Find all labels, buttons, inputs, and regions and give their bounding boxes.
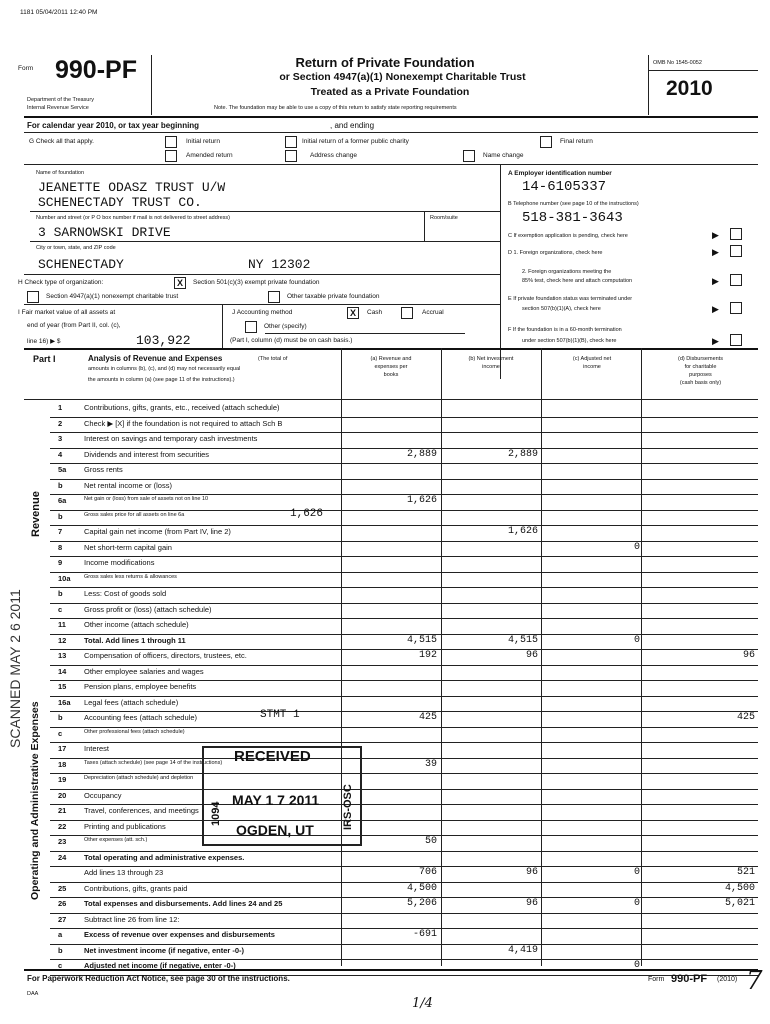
side-label-expenses: Operating and Administrative Expenses [29,701,41,900]
form-prefix: Form [18,65,34,72]
i-label-3: line 16) ▶ $ [27,338,61,345]
h-other-taxable-label: Other taxable private foundation [287,293,380,300]
row-value-a[interactable]: 2,889 [406,448,437,460]
row-number: 22 [58,821,67,831]
phone[interactable]: 518-381-3643 [522,210,623,226]
d1-arrow-icon: ▶ [712,247,719,257]
row-number: 8 [58,542,63,552]
initial-return-former-checkbox[interactable] [285,136,297,148]
h-label: H Check type of organization: [18,279,104,286]
print-timestamp: 1181 05/04/2011 12:40 PM [20,9,98,16]
amended-return-checkbox[interactable] [165,150,177,162]
part-title-rest: (The total of [258,356,288,362]
f-arrow-icon: ▶ [712,336,719,346]
d2-checkbox[interactable] [730,274,742,286]
row-number: 18 [58,759,67,769]
part-title: Analysis of Revenue and Expenses [88,354,223,363]
d2-label-2: 85% test, check here and attach computation [522,278,633,284]
col-c-header-line: income [583,364,601,370]
row-value-c[interactable]: 0 [633,541,640,553]
row-number: c [58,961,63,970]
c-arrow-icon: ▶ [712,230,719,240]
footer-form-prefix: Form [648,976,665,983]
d2-arrow-icon: ▶ [712,276,719,286]
row-number: 12 [58,635,67,645]
name-change-checkbox[interactable] [463,150,475,162]
address-change-checkbox[interactable] [285,150,297,162]
row-value-b[interactable]: 4,515 [507,634,538,646]
form-number: 990-PF [55,56,137,84]
row-label: Capital gain net income (from Part IV, line 2) [84,527,231,536]
row-label: Adjusted net income (if negative, enter -0-) [84,961,236,970]
row-label: Net rental income or (loss) [84,480,172,490]
footer-form-number: 990-PF [671,973,708,985]
row-label: Contributions, gifts, grants paid [84,883,188,893]
row-value-a[interactable]: 4,500 [406,882,437,894]
row-value-d[interactable]: 425 [736,712,755,723]
name-label: Name of foundation [36,170,85,176]
e-label-2: section 507(b)(1)(A), check here [522,306,601,312]
and-ending: , and ending [330,121,375,130]
d2-label-1: 2. Foreign organizations meeting the [522,269,612,275]
row-label: Net short-term capital gain [84,542,172,552]
row-label: Printing and publications [84,821,166,831]
c-label: C If exemption application is pending, check here [508,233,628,239]
row-number: 11 [58,620,66,629]
d1-checkbox[interactable] [730,245,742,257]
form-subtitle2: Treated as a Private Foundation [310,86,470,98]
row-label: Legal fees (attach schedule) [84,697,179,707]
col-d-header-line: for charitable [684,364,717,370]
phone-label: B Telephone number (see page 10 of the instructions) [508,201,639,207]
row-label: Interest [84,744,110,753]
received-stamp-title: RECEIVED [234,748,311,765]
accounting-stmt-ref: STMT 1 [260,709,300,721]
city-label: City or town, state, and ZIP code [36,245,116,251]
col-d-header-line: purposes [689,372,712,378]
note-text: Note. The foundation may be able to use a copy of this return to satisfy state reporting requirements [214,105,457,111]
h-4947-label: Section 4947(a)(1) nonexempt charitable trust [46,293,179,300]
h-other-taxable-checkbox[interactable] [268,291,280,303]
amended-return-label: Amended return [186,152,233,159]
street-label: Number and street (or P O box number if mail is not delivered to street address) [36,215,231,221]
row-label: Total expenses and disbursements. Add lines 24 and 25 [84,899,283,908]
row-label: Other employee salaries and wages [84,666,204,676]
row-label: Dividends and interest from securities [84,449,210,459]
g-label: G Check all that apply. [29,138,94,145]
row-value-a[interactable]: 39 [424,758,437,770]
row-value-b[interactable]: 2,889 [507,448,538,460]
row-label: Net gain or (loss) from sale of assets not on line 10 [84,496,209,502]
initial-return-former-label: Initial return of a former public charity [302,138,409,145]
received-stamp-side-a: 1094 [210,801,222,826]
col-b-header-line: (b) Net investment [468,356,514,362]
row-number: 6a [58,496,67,505]
row-label: Compensation of officers, directors, trustees, etc. [84,651,247,660]
row-value-c[interactable]: 0 [633,898,640,909]
dept-line1: Department of the Treasury [27,97,94,103]
row-value-d[interactable]: 96 [742,650,755,661]
row-value-b[interactable]: 4,419 [507,944,538,956]
row-value-d[interactable]: 4,500 [724,882,755,894]
foundation-name-1[interactable]: JEANETTE ODASZ TRUST U/W [38,180,226,195]
row-number: b [58,480,63,490]
row-value-a[interactable]: 425 [418,712,437,723]
row-value-d[interactable]: 521 [736,867,755,878]
row-value-a[interactable]: -691 [412,929,437,940]
tax-year: 2010 [666,77,713,100]
form-subtitle: or Section 4947(a)(1) Nonexempt Charitable Trust [279,71,526,83]
row-label: Other professional fees (attach schedule) [84,728,185,735]
row-label: Pension plans, employee benefits [84,682,197,691]
form-title: Return of Private Foundation [295,55,475,70]
i-label-1: I Fair market value of all assets at [18,309,116,316]
col-c-header-line: (c) Adjusted net [572,356,612,362]
street-address[interactable]: 3 SARNOWSKI DRIVE [38,225,171,240]
row-label: Occupancy [84,790,122,800]
col-a-header-line: expenses per [374,364,408,370]
row-number: c [58,604,63,614]
col-d-header-line: (d) Disbursements [678,356,723,362]
col-a-header-line: (a) Revenue and [370,356,412,362]
e-label-1: E If private foundation status was terminated under [508,296,633,302]
row-value-b[interactable]: 96 [525,867,538,878]
initial-return-label: Initial return [186,138,220,145]
d1-label: D 1. Foreign organizations, check here [508,250,603,256]
row-number: 24 [58,852,67,862]
row-label: Travel, conferences, and meetings [84,806,199,815]
e-checkbox[interactable] [730,302,742,314]
row-value-b[interactable]: 1,626 [507,526,538,537]
h-501c3-checkbox[interactable]: X [174,277,186,289]
received-stamp-date: MAY 1 7 2011 [232,792,320,808]
row-value-c[interactable]: 0 [633,634,640,646]
accrual-label: Accrual [422,309,444,316]
row-label: Taxes (attach schedule) (see page 14 of the instructions) [84,759,223,766]
dept-line2: Internal Revenue Service [27,105,89,111]
row-number: 25 [58,883,67,893]
row-number: c [58,728,63,738]
initial-return-checkbox[interactable] [165,136,177,148]
row-value-a[interactable]: 706 [418,867,437,878]
omb-number: OMB No 1545-0052 [653,60,702,66]
part-desc-3: the amounts in column (a) (see page 11 of the instructions).) [88,377,235,383]
row-label: Accounting fees (attach schedule) [84,713,197,722]
row-value-b[interactable]: 96 [525,898,538,909]
row-number: 1 [58,403,63,412]
row-number: 3 [58,434,63,443]
row-label: Net investment income (if negative, enter -0-) [84,945,245,955]
row-number: 9 [58,558,63,567]
ein[interactable]: 14-6105337 [522,179,607,195]
f-checkbox[interactable] [730,334,742,346]
row-label: Gross rents [84,465,123,474]
state-zip[interactable]: NY 12302 [248,257,311,272]
row-number: 17 [58,744,67,753]
row-value-a[interactable]: 50 [424,836,437,847]
row-number: 15 [58,682,67,691]
row-number: 7 [58,527,63,536]
accrual-checkbox[interactable] [401,307,413,319]
received-stamp [202,746,362,846]
final-return-checkbox[interactable] [540,136,552,148]
col-b-header-line: income [482,364,500,370]
f-label-1: F If the foundation is in a 60-month termination [508,327,622,333]
row-label: Add lines 13 through 23 [84,868,164,877]
row-number: b [58,511,63,521]
row-value-c[interactable]: 0 [633,960,640,971]
other-method-label: Other (specify) [264,323,307,330]
row-number: 27 [58,914,67,924]
row-number: 10a [58,573,71,583]
row-label: Depreciation (attach schedule) and depletion [84,775,194,781]
side-label-revenue: Revenue [30,491,42,537]
row-number: 19 [58,775,67,784]
handwritten-mark-bottom: 1/4 [412,996,433,1011]
row-number: b [58,945,63,955]
c-checkbox[interactable] [730,228,742,240]
foundation-name-2[interactable]: SCHENECTADY TRUST CO. [38,195,202,210]
row-number: b [58,589,63,598]
received-stamp-location: OGDEN, UT [236,822,314,838]
row-label: Subtract line 26 from line 12: [84,914,180,924]
row-label: Gross sales less returns & allowances [84,573,177,580]
row-value-a[interactable]: 1,626 [406,495,437,506]
row-label: Gross sales price for all assets on line 6a [84,511,185,518]
row-value-a[interactable]: 5,206 [406,898,437,909]
h-501c3-label: Section 501(c)(3) exempt private foundation [193,279,320,286]
cash-label: Cash [367,309,383,316]
row-value-d[interactable]: 5,021 [724,898,755,909]
received-stamp-side-b: IRS-OSC [342,784,354,830]
fmv-assets[interactable]: 103,922 [136,333,191,348]
row-number: 21 [58,806,67,815]
row-label: Interest on savings and temporary cash investments [84,434,258,443]
row-number: 20 [58,790,67,800]
i-label-2: end of year (from Part II, col. (c), [27,322,121,329]
row-label: Contributions, gifts, grants, etc., received (attach schedule) [84,403,280,412]
row-number: 14 [58,666,67,676]
col-a-header-line: books [383,372,399,378]
row-value-c[interactable]: 0 [633,867,640,878]
row-label: Less: Cost of goods sold [84,589,167,598]
j-label: J Accounting method [232,309,293,316]
part-desc-2: amounts in columns (b), (c), and (d) may not necessarily equal [88,366,241,372]
cash-basis-note: (Part I, column (d) must be on cash basis.) [230,337,353,344]
row-number: 26 [58,899,67,908]
row-label: Check ▶ [X] if the foundation is not required to attach Sch B [84,418,283,428]
tax-year-line: For calendar year 2010, or tax year beginning [27,121,200,130]
row-value-b[interactable]: 96 [525,650,538,661]
footer-form-year: (2010) [717,976,738,983]
row-number: 23 [58,837,67,846]
footer-notice: For Paperwork Reduction Act Notice, see page 30 of the instructions. [27,974,290,983]
row-label: Total. Add lines 1 through 11 [84,635,186,645]
scanned-stamp: SCANNED MAY 2 6 2011 [7,589,23,748]
h-4947-checkbox[interactable] [27,291,39,303]
row-label: Other expenses (att. sch.) [84,837,148,843]
address-change-label: Address change [310,152,357,159]
handwritten-mark-right: 7 [746,966,763,996]
row-value-a[interactable]: 4,515 [406,634,437,646]
other-method-checkbox[interactable] [245,321,257,333]
row-label: Gross profit or (loss) (attach schedule) [84,604,212,614]
row-number: 2 [58,418,63,428]
e-arrow-icon: ▶ [712,304,719,314]
col-d-header-line: (cash basis only) [679,380,722,386]
row-label: Total operating and administrative expenses. [84,852,245,862]
footer-daa: DAA [27,991,39,997]
row-label: Income modifications [84,558,155,567]
final-return-label: Final return [560,138,593,145]
row-number: 4 [58,449,63,459]
row-label: Excess of revenue over expenses and disbursements [84,930,275,939]
part-label: Part I [33,354,56,364]
gross-sales-6b[interactable]: 1,626 [290,508,324,520]
ein-label: A Employer identification number [508,170,612,177]
city[interactable]: SCHENECTADY [38,257,124,272]
row-label: Other income (attach schedule) [84,620,189,629]
room-label: Room/suite [430,215,458,221]
row-number: a [58,930,63,939]
f-label-2: under section 507(b)(1)(B), check here [522,338,617,344]
row-number: b [58,713,63,722]
name-change-label: Name change [483,152,524,159]
row-number: 16a [58,697,71,707]
cash-checkbox[interactable]: X [347,307,359,319]
row-number: 13 [58,651,67,660]
row-value-a[interactable]: 192 [418,650,437,661]
row-number: 5a [58,465,67,474]
